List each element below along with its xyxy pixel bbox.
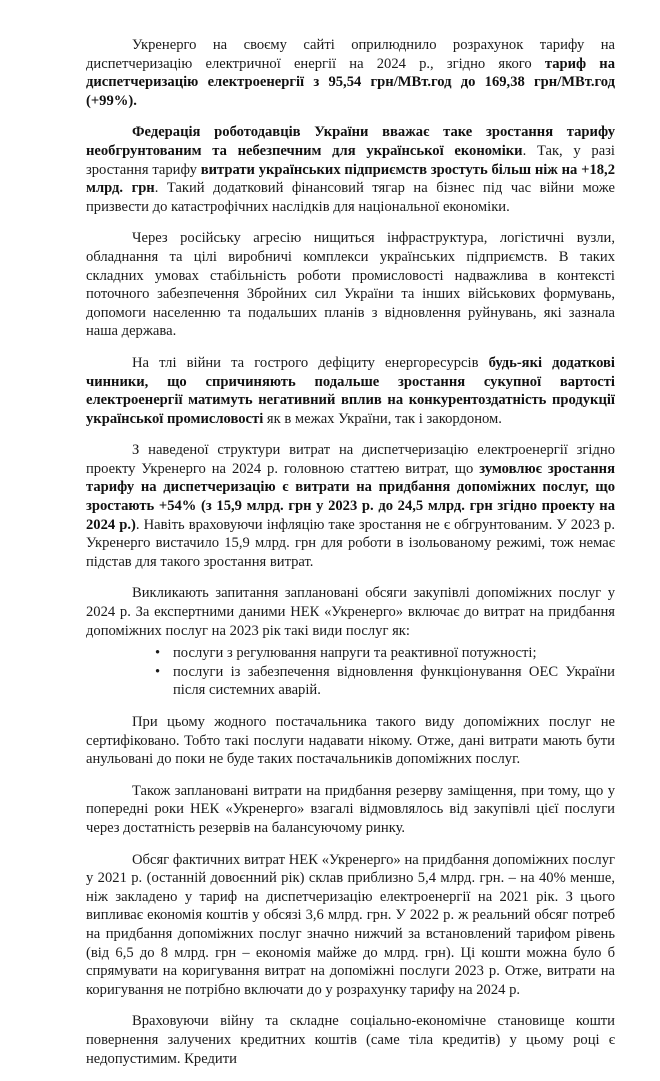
services-bullet-list xyxy=(86,644,615,700)
text-run: . Так, у разі зростання тарифу xyxy=(86,142,615,178)
paragraph-procurement-questions xyxy=(86,584,615,640)
bullet-icon: • xyxy=(155,663,161,680)
bold-text-run: Федерація роботодавців України вважає таке зростання тарифу необгрунтованим та небезпечним для української економіки xyxy=(86,124,615,159)
list-item xyxy=(86,663,615,700)
paragraph-replacement-reserve xyxy=(86,782,615,838)
bold-text-run: витрати українських підприємств зростуть більш ніж на +18,2 млрд. грн xyxy=(86,161,615,197)
text-run: Через російську агресію нищиться інфраструктура, логістичні вузли, обладнання та цілі виробничі комплекси українських підприємств. В таких складних умовах стабільність роботи промисловості надважлива в контексті поточного забезпечення Збройних сил України та інших військових формувань, допомоги населенню та подальших планів з відновлення руйнувань, які зазнала наша держава. xyxy=(86,230,615,340)
list-item xyxy=(86,644,615,663)
bold-text-run: будь-які додаткові чинники, що спричиняють подальше зростання сукупної вартості електроенергії матимуть негативний вплив на конкурентоздатність продукції української промисловості xyxy=(86,354,615,427)
text-run: При цьому жодного постачальника такого виду допоміжних послуг не сертифіковано. Тобто такі послуги надавати нікому. Отже, дані витрати мають бути анульовані до поки не буде таких постачальників допоміжних послуг. xyxy=(86,714,615,768)
text-run: Також заплановані витрати на придбання резерву заміщення, при тому, що у попередні роки НЕК «Укренерго» взагалі відмовлялось від закупівлі цієї послуги через достатність резервів на балансуючому ринку. xyxy=(86,782,615,836)
text-run: З наведеної структури витрат на диспетчеризацію електроенергії згідно проекту Укренерго на 2024 р. головною статтею витрат, що xyxy=(86,442,615,477)
paragraph-energy-deficit xyxy=(86,354,615,428)
text-run: Враховуючи війну та складне соціально-економічне становище кошти повернення залучених кредитних коштів (саме тіла кредитів) у цьому році є недопустимим. Кредити xyxy=(86,1013,615,1067)
text-run: Укренерго на своєму сайті оприлюднило розрахунок тарифу на диспетчеризацію електричної енергії на 2024 р., згідно якого xyxy=(86,37,615,72)
text-run: Обсяг фактичних витрат НЕК «Укренерго» на придбання допоміжних послуг у 2021 р. (останній довоєнний рік) склав приблизно 5,4 млрд. грн. – на 40% менше, ніж закладено у тариф на диспетчеризацію електроенергії на 2021 рік. З цього випливає економія коштів у обсязі 3,6 млрд. грн. У 2022 р. ж реальний обсяг потреб на придбання допоміжних послуг значно нижчий за встановлений тарифом рівень (від 6,5 до 8 млрд. грн – економія майже до млрд. грн). Ці кошти можна було б спрямувати на коригування витрат на допоміжні послуги 2023 р. Отже, витрати на коригування не потрібно включати до у розрахунку тарифу на 2024 р. xyxy=(86,851,615,998)
list-item-text: послуги з регулювання напруги та реактивної потужності; xyxy=(173,645,537,662)
bold-text-run: тариф на диспетчеризацію електроенергії з 95,54 грн/МВт.год до 169,38 грн/МВт.год (+99%). xyxy=(86,55,616,109)
paragraph-actual-costs xyxy=(86,851,615,1000)
document-page xyxy=(86,36,615,1081)
list-item-text: послуги із забезпечення відновлення функціонування ОЕС України після системних аварій. xyxy=(173,663,615,699)
text-run: Викликають запитання заплановані обсяги закупівлі допоміжних послуг у 2024 р. За експертними даними НЕК «Укренерго» включає до витрат на придбання допоміжних послуг на 2023 рік такі види послуг як: xyxy=(86,585,615,639)
paragraph-no-suppliers xyxy=(86,713,615,769)
bold-text-run: зумовлює зростання тарифу на диспетчеризацію є витрати на придбання допоміжних послуг, що зростають +54% (з 15,9 млрд. грн у 2023 р. до 24,5 млрд. грн згідно проекту на 2024 р.) xyxy=(86,460,615,533)
text-run: як в межах України, так і закордоном. xyxy=(263,410,502,427)
paragraph-cost-structure xyxy=(86,441,615,571)
paragraph-russian-aggression xyxy=(86,229,615,341)
text-run: . Навіть враховуючи інфляцію таке зростання не є обгрунтованим. У 2023 р. Укренерго вистачило 15,9 млрд. грн для роботи в ізольованому режимі, тож немає підстав для такого зростання витрат. xyxy=(86,516,615,570)
paragraph-tariff-announcement xyxy=(86,36,615,110)
bullet-icon: • xyxy=(155,645,161,662)
paragraph-federation-position xyxy=(86,123,615,216)
text-run: . Такий додатковий фінансовий тягар на бізнес під час війни може призвести до катастрофічних наслідків для національної економіки. xyxy=(86,180,615,215)
paragraph-credit-repayment xyxy=(86,1012,615,1068)
text-run: На тлі війни та гострого дефіциту енергоресурсів xyxy=(132,354,489,371)
